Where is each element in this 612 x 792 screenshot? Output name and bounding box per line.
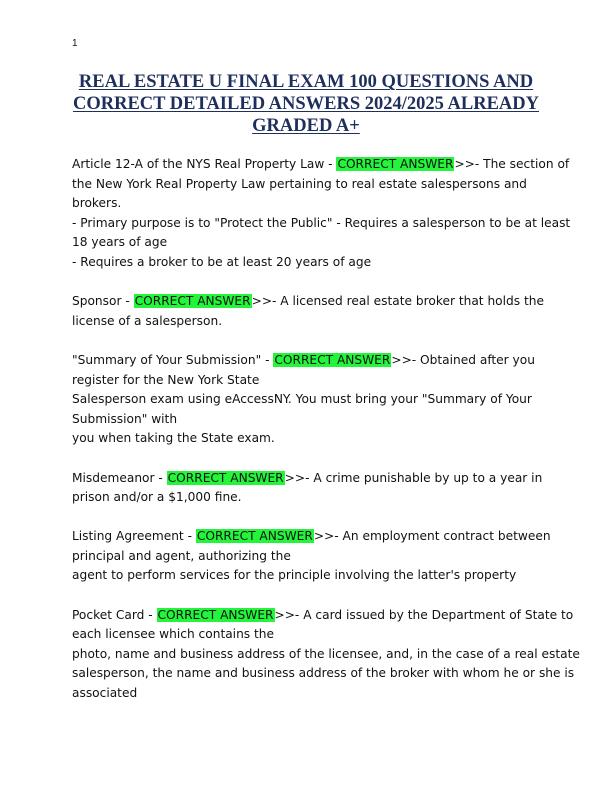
entry-text: 18 years of age [72, 235, 168, 250]
entry-text: Salesperson exam using eAccessNY. You must bring your "Summary of Your [72, 392, 532, 407]
entry-text: >>- The section of [454, 157, 570, 171]
entry-text: >>- A licensed real estate broker that holds the [251, 294, 544, 309]
correct-answer-highlight: CORRECT ANSWER [134, 294, 251, 309]
entry-text: photo, name and business address of the licensee, and, in the case of a real estate [72, 646, 580, 661]
entry-text: brokers. [72, 196, 122, 211]
qa-entry [72, 469, 542, 508]
entry-term: Misdemeanor - [72, 470, 167, 485]
correct-answer-highlight: CORRECT ANSWER [337, 157, 454, 171]
entry-text: >>- Obtained after you [391, 352, 535, 367]
title-line: REAL ESTATE U FINAL EXAM 100 QUESTIONS AND [78, 72, 534, 92]
qa-list [72, 155, 580, 723]
qa-entry [72, 527, 551, 586]
entry-first-line [72, 155, 570, 175]
entry-text: register for the New York State [72, 372, 260, 387]
title-line: CORRECT DETAILED ANSWERS 2024/2025 ALREADY [72, 94, 539, 114]
qa-entry [72, 155, 571, 273]
entry-text: salesperson, the name and business address of the broker with whom he or she is [72, 666, 575, 681]
correct-answer-highlight: CORRECT ANSWER [167, 470, 284, 485]
entry-term: Sponsor - [72, 294, 134, 309]
entry-text: license of a salesperson. [72, 313, 223, 328]
entry-text: associated [72, 686, 138, 701]
entry-first-line [72, 351, 542, 371]
entry-text: >>- A crime punishable by up to a year in [284, 470, 543, 485]
entry-text: principal and agent, authorizing the [72, 548, 291, 563]
entry-term: "Summary of Your Submission" - [72, 352, 274, 367]
document-title [60, 71, 552, 137]
entry-term: Listing Agreement - [72, 529, 196, 544]
entry-text: >>- A card issued by the Department of State to [274, 607, 574, 622]
entry-term: Article 12-A of the NYS Real Property Law - [72, 157, 337, 171]
qa-entry [72, 606, 580, 704]
qa-entry [72, 292, 542, 331]
entry-text: agent to perform services for the principle involving the latter's property [72, 568, 517, 583]
entry-first-line [72, 292, 542, 312]
title-line: GRADED A+ [252, 116, 360, 136]
correct-answer-highlight: CORRECT ANSWER [157, 607, 274, 622]
correct-answer-highlight: CORRECT ANSWER [196, 529, 313, 544]
entry-first-line [72, 527, 551, 547]
page-number: 1 [72, 38, 78, 49]
entry-first-line [72, 469, 542, 489]
correct-answer-highlight: CORRECT ANSWER [274, 352, 391, 367]
entry-text: the New York Real Property Law pertaining to real estate salespersons and [72, 176, 527, 191]
qa-entry [72, 351, 542, 449]
entry-text: prison and/or a $1,000 fine. [72, 490, 242, 505]
entry-text: you when taking the State exam. [72, 431, 275, 446]
entry-text: >>- An employment contract between [313, 529, 551, 544]
entry-text: Submission" with [72, 411, 178, 426]
entry-text: each licensee which contains the [72, 627, 275, 642]
entry-term: Pocket Card - [72, 607, 157, 622]
entry-text: - Requires a broker to be at least 20 years of age [72, 254, 372, 269]
entry-first-line [72, 606, 574, 626]
entry-text: - Primary purpose is to "Protect the Public" - Requires a salesperson to be at least [72, 215, 571, 230]
